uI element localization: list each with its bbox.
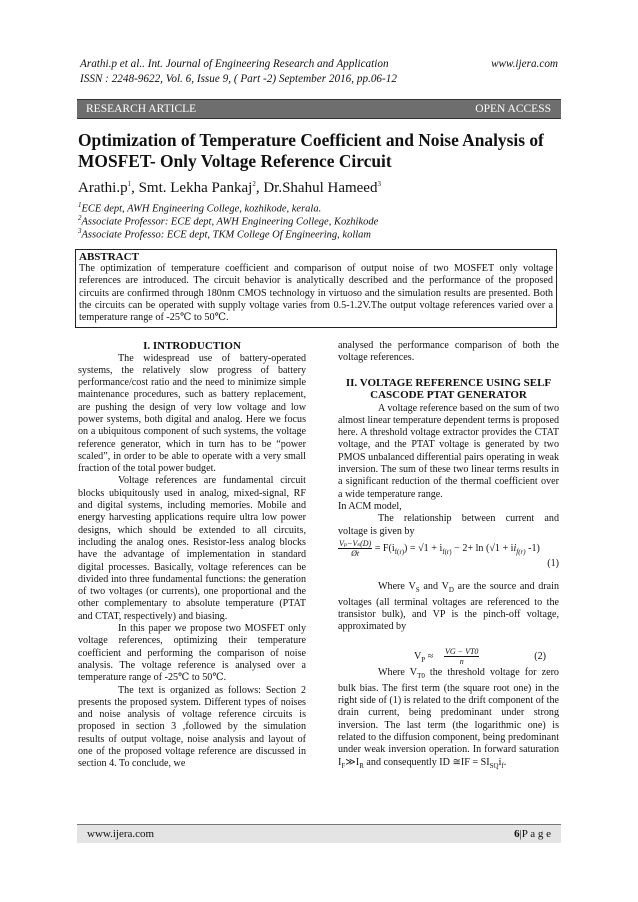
- page-number: 6: [514, 828, 520, 840]
- intro-paragraph-4: The text is organized as follows: Section 2 presents the proposed system. Different types of noises and noise analysis of voltage reference circuits is proposed in section 3 ,followed by the simulation results of output voltage, noise analysis and layout of one of the proposed voltage reference are discussed in section 4. To conclude, we: [78, 684, 306, 770]
- section-2-heading: II. VOLTAGE REFERENCE USING SELF CASCODE PTAT GENERATOR: [345, 376, 552, 402]
- p3-a: Where V: [378, 581, 416, 593]
- equation-2-label: (2): [534, 651, 546, 663]
- paper-title: Optimization of Temperature Coefficient and Noise Analysis of MOSFET- Only Voltage Reference Circuit: [78, 130, 544, 171]
- author-3: , Dr.Shahul Hameed: [255, 180, 378, 196]
- affiliation-3-sup: 3: [78, 227, 82, 235]
- article-type-banner: [77, 99, 561, 119]
- equation-1-tail: ) = √1 + i: [404, 542, 443, 554]
- author-2-sup: 2: [252, 180, 256, 188]
- open-access-label: OPEN ACCESS: [475, 103, 551, 115]
- journal-website[interactable]: www.ijera.com: [491, 58, 558, 70]
- equation-1-numerator: Vₚ−Vₛ(D): [339, 538, 372, 548]
- section-2-paragraph-4: Where $V_{T0}$ the threshold voltage for zero bulk bias. The first term (the square root one) in the right side of (1) is related to the drift component of the drain current, being predominant under strong inversion. The last term (the logarithmic one) is related to the diffusion component, being predominant under weak inversion operation. In forward saturation $I_F≫I_R$ and consequently ID ≅IF = $SI_{SQ}i_f$.: [338, 667, 559, 770]
- research-article-label: RESEARCH ARTICLE: [86, 103, 197, 115]
- journal-header-line2: ISSN : 2248-9622, Vol. 6, Issue 9, ( Part -2) September 2016, pp.06-12: [80, 73, 397, 85]
- intro-paragraph-1: The widespread use of battery-operated systems, the relatively slow progress of battery performance/cost ratio and the need to minimize simple maintenance procedures, such as battery replacement, are pushing the design of very low voltage and low power systems, both digital and analog. Here we focus on a ubiquitous component of such systems, the voltage reference generator, which in turn has to be “power scaled”, in order to be able to operate with a very small fraction of the total power budget.: [78, 352, 306, 475]
- equation-2: [338, 649, 559, 667]
- equation-1-label: (1): [547, 557, 559, 569]
- equation-1-fraction: [338, 539, 372, 558]
- p4-c: ≫I: [345, 756, 360, 768]
- page-footer: [77, 824, 561, 843]
- equation-2-v: V: [414, 651, 422, 663]
- equation-2-fraction: [444, 647, 479, 666]
- affiliation-2-text: Associate Professor: ECE dept, AWH Engineering College, Kozhikode: [81, 216, 379, 228]
- abstract-box: [75, 249, 557, 328]
- affiliation-2-sup: 2: [78, 214, 82, 222]
- equation-1-rhs: = F(i: [374, 542, 395, 554]
- equation-2-numerator: VG − VT0: [445, 647, 479, 657]
- footer-website[interactable]: www.ijera.com: [87, 828, 155, 840]
- p4-d: and consequently ID ≅IF = SI: [363, 756, 490, 768]
- author-1: Arathi.p: [78, 180, 128, 196]
- section-1-heading: I. INTRODUCTION: [143, 340, 241, 352]
- right-column: [338, 340, 559, 772]
- section-2-paragraph-1: A voltage reference based on the sum of two almost linear temperature dependent terms is proposed here. A threshold voltage extractor provides the CTAT voltage, and the PTAT voltage is generated by two PMOS unbalanced differential pairs operating in weak inversion. The sum of these two linear terms results in a significant reduction of the thermal coefficient over a wide temperature range.: [338, 402, 559, 500]
- equation-1-sub3: $i_{f(r)}$: [513, 542, 526, 556]
- affiliation-1-text: ECE dept, AWH Engineering College, kozhikode, kerala.: [81, 203, 322, 215]
- footer-page-number: [514, 825, 551, 843]
- equation-1-tail3: -1): [525, 542, 540, 554]
- journal-citation: Arathi.p et al.. Int. Journal of Engineering Research and Application: [80, 58, 389, 70]
- p3-b: and V: [419, 581, 449, 593]
- p4-a: Where V: [378, 667, 418, 679]
- equation-1: [338, 539, 559, 558]
- abstract-text: The optimization of temperature coefficient and comparison of output noise of two MOSFET only voltage references are introduced. The circuit behavior is analytically described and the performance of the proposed circuits are confirmed through 180nm CMOS technology in virtuoso and the simulation results are presented. Both the circuits can be operated with supply voltage varies from 0.5-1.2V.The output voltage references varied over a temperature range of -25℃ to 50℃.: [79, 263, 553, 324]
- intro-paragraph-2: Voltage references are fundamental circuit blocks ubiquitously used in analog, mixed-signal, RF and digital systems, including memories. Mobile and energy harvesting applications require ultra low power designs, which should be extended to all circuits, including the analog ones. Resistor-less analog blocks have the advantage of implementation in standard digital processes. Basically, voltage references can be divided into three fundamental functions: the generation of two voltages (or currents), one proportional and the other complementary to absolute temperature (PTAT and CTAT, respectively) and biasing.: [78, 475, 306, 622]
- intro-paragraph-3: In this paper we propose two MOSFET only voltage references, optimizing their temperature coefficient and performing the comparison of noise analysis. The voltage reference is analysed over a temperature range of -25℃ to 50℃.: [78, 623, 306, 684]
- left-column: [78, 340, 306, 771]
- equation-2-lhs: $V_P$ ≈: [414, 651, 434, 665]
- equation-1-tail2: − 2+ ln (√1 + i: [451, 542, 514, 554]
- p4-b: the threshold voltage for zero bulk bias. The first term (the square root one) in the right side of (1) is related to the drift component of the drain current, being predominant under strong inversion. The last term (the logarithmic one) is related to the diffusion component, being predominant under weak inversion operation. In forward saturation I: [338, 667, 559, 768]
- page-label: |P a g e: [519, 828, 551, 840]
- section-2-paragraph-3: Where $V_S$ and $V_D$ are the source and drain voltages (all terminal voltages are referenced to the transistor bulk), and VP is the pinch-off voltage, approximated by: [338, 581, 559, 633]
- equation-1-sub2: f(r): [442, 547, 452, 556]
- acm-model-line: In ACM model,: [338, 500, 402, 512]
- equation-1-sub1: f(r): [394, 547, 405, 556]
- section-2-paragraph-2: The relationship between current and voltage is given by: [338, 513, 559, 537]
- author-line: [78, 180, 381, 197]
- author-1-sup: 1: [127, 180, 132, 188]
- affiliation-3-text: Associate Professo: ECE dept, TKM College Of Engineering, kollam: [81, 229, 371, 241]
- author-2: , Smt. Lekha Pankaj: [131, 180, 253, 196]
- abstract-heading: ABSTRACT: [79, 251, 139, 263]
- journal-header-line1: [80, 57, 558, 71]
- affiliation-3: [78, 225, 371, 242]
- author-3-sup: 3: [377, 180, 381, 188]
- p3-c: are the source and drain voltages (all terminal voltages are referenced to the transistor bulk), and VP is the pinch-off voltage, approximated by: [338, 581, 559, 633]
- equation-1-denominator: Øt: [351, 548, 360, 558]
- p4-e: i: [498, 756, 502, 768]
- p4-f: .: [503, 756, 507, 768]
- equation-2-denominator: n: [459, 657, 464, 667]
- affiliation-1-sup: 1: [78, 201, 82, 209]
- continuation-paragraph: analysed the performance comparison of both the voltage references.: [338, 340, 559, 364]
